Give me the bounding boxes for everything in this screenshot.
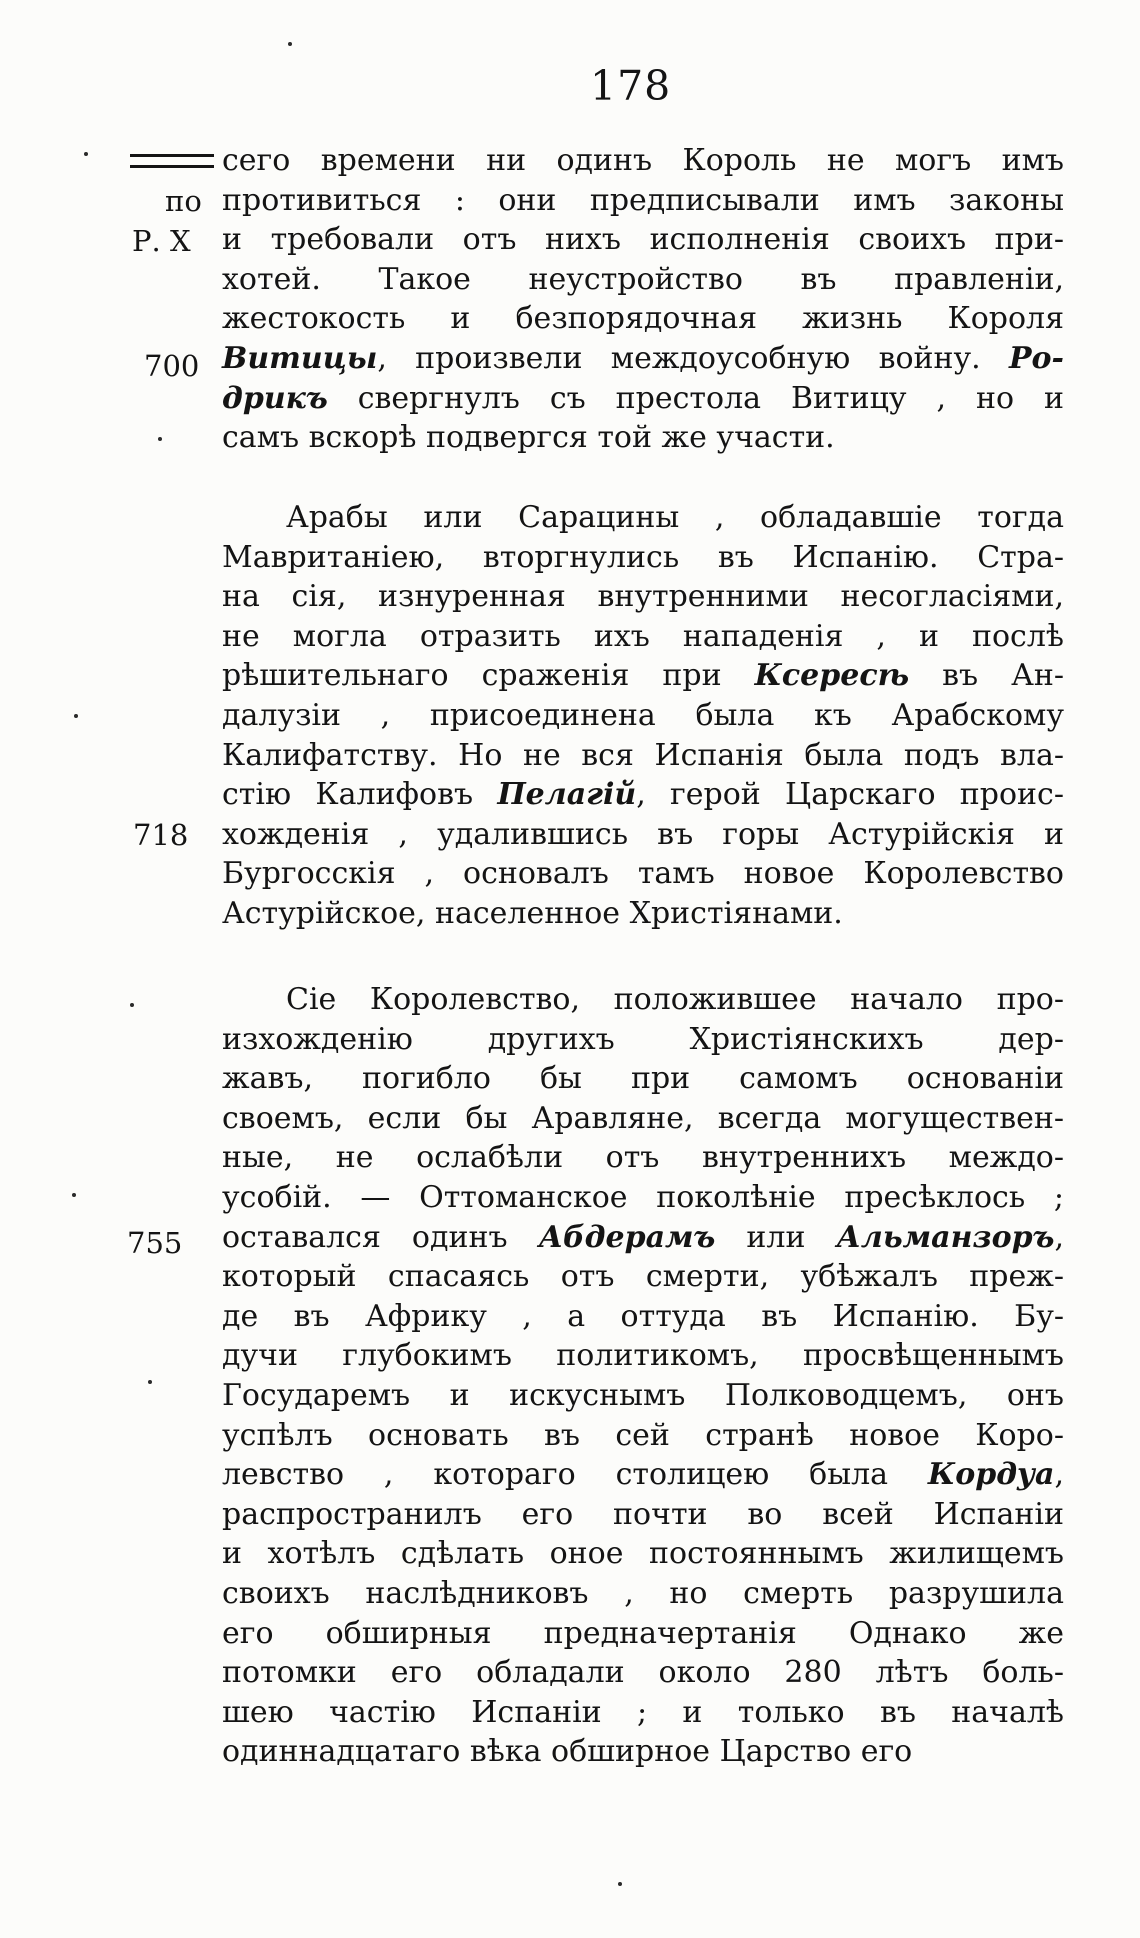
- section-rule-marker: [130, 154, 214, 168]
- text-segment: въ Ан-: [909, 658, 1064, 694]
- margin-note-rkh: Р. Х: [132, 224, 191, 258]
- page-number: 178: [590, 62, 672, 110]
- margin-note-po: по: [165, 184, 202, 218]
- text-segment: ,: [1054, 1457, 1064, 1493]
- proper-name: Альманзоръ: [836, 1219, 1055, 1255]
- text-segment: или: [715, 1219, 837, 1255]
- text-line: и требовали отъ нихъ исполненія своихъ при-: [222, 222, 1064, 258]
- text-segment: , произвели междоусобную войну.: [377, 340, 1009, 376]
- text-line: успѣлъ основать въ сей странѣ новое Коро-: [222, 1417, 1064, 1453]
- text-line: дучи глубокимъ политикомъ, просвѣщеннымъ: [222, 1338, 1064, 1374]
- text-segment: левство , котораго столицею была: [222, 1457, 928, 1493]
- text-line: на сія, изнуренная внутренними несогласіями,: [222, 579, 1064, 615]
- margin-note-755: 755: [127, 1226, 183, 1260]
- text-line: Мавританіею, вторгнулись въ Испанію. Стра-: [222, 539, 1064, 575]
- scan-speck: [158, 437, 162, 441]
- text-line: противиться : они предписывали имъ законы: [222, 182, 1064, 218]
- proper-name: дрикъ: [222, 380, 328, 416]
- text-line: [222, 775, 1064, 815]
- text-line: Калифатству. Но не вся Испанія была подъ вла-: [222, 737, 1064, 773]
- text-line: [222, 339, 1064, 379]
- text-line: жестокость и безпорядочная жизнь Короля: [222, 301, 1064, 337]
- text-line: [222, 1218, 1064, 1258]
- scan-speck: [84, 152, 88, 156]
- proper-name: Абдерамъ: [538, 1219, 716, 1255]
- text-segment: свергнулъ съ престола Витицу , но и: [327, 380, 1064, 416]
- margin-note-700: 700: [144, 349, 200, 383]
- text-segment: , герой Царскаго проис-: [636, 777, 1064, 813]
- text-line: шею частію Испаніи ; и только въ началѣ: [222, 1694, 1064, 1730]
- text-line: [222, 379, 1064, 419]
- margin-note-718: 718: [133, 818, 189, 852]
- scan-speck: [288, 42, 292, 46]
- text-line: изхожденію другихъ Христіянскихъ дер-: [222, 1021, 1064, 1057]
- proper-name: Ро-: [1008, 340, 1064, 376]
- text-line: [222, 656, 1064, 696]
- text-segment: ,: [1054, 1219, 1064, 1255]
- text-line: Астурійское, населенное Христіянами.: [222, 895, 843, 931]
- paragraph-3: [222, 980, 1064, 1772]
- text-line: Бургосскія , основалъ тамъ новое Королевство: [222, 856, 1064, 892]
- text-line: хотей. Такое неустройство въ правленіи,: [222, 261, 1064, 297]
- scan-speck: [618, 1882, 622, 1886]
- text-line: Арабы или Сарацины , обладавшіе тогда: [286, 500, 1064, 535]
- text-line: потомки его обладали около 280 лѣтъ боль-: [222, 1655, 1064, 1691]
- text-segment: рѣшительнаго сраженія при: [222, 658, 755, 694]
- text-line: распространилъ его почти во всей Испаніи: [222, 1496, 1064, 1532]
- text-line: его обширныя предначертанія Однако же: [222, 1615, 1064, 1651]
- scan-speck: [72, 1193, 76, 1197]
- text-segment: стію Калифовъ: [222, 777, 498, 813]
- text-line: жавъ, погибло бы при самомъ основаніи: [222, 1061, 1064, 1097]
- text-line: [222, 1455, 1064, 1495]
- proper-name: Витицы: [222, 340, 378, 376]
- text-line: де въ Африку , а оттуда въ Испанію. Бу-: [222, 1298, 1064, 1334]
- text-line: своемъ, если бы Аравляне, всегда могуществен-: [222, 1100, 1064, 1136]
- text-line: который спасаясь отъ смерти, убѣжалъ преж-: [222, 1259, 1064, 1295]
- text-line: Сіе Королевство, положившее начало про-: [286, 982, 1064, 1017]
- text-line: ные, не ослабѣли отъ внутреннихъ междо-: [222, 1140, 1064, 1176]
- text-line: сего времени ни одинъ Король не могъ имъ: [222, 143, 1064, 178]
- text-line: Государемъ и искуснымъ Полководцемъ, онъ: [222, 1377, 1064, 1413]
- text-line: и хотѣлъ сдѣлать оное постояннымъ жилищемъ: [222, 1536, 1064, 1572]
- scan-speck: [74, 714, 78, 718]
- scan-speck: [148, 1380, 152, 1384]
- paragraph-2: [222, 498, 1064, 934]
- proper-name: Пелагій: [497, 777, 637, 813]
- text-line: усобій. — Оттоманское поколѣніе пресѣклось ;: [222, 1179, 1064, 1215]
- scan-speck: [130, 1003, 134, 1007]
- text-line: хожденія , удалившись въ горы Астурійскія и: [222, 816, 1064, 852]
- text-line: далузіи , присоединена была къ Арабскому: [222, 697, 1064, 733]
- proper-name: Кордуа: [927, 1457, 1055, 1493]
- proper-name: Ксересѣ: [754, 658, 910, 694]
- text-line: своихъ наслѣдниковъ , но смерть разрушила: [222, 1575, 1064, 1611]
- text-line: самъ вскорѣ подвергся той же участи.: [222, 420, 835, 456]
- text-segment: оставался одинъ: [222, 1219, 539, 1255]
- paragraph-1: [222, 141, 1064, 458]
- text-line: не могла отразить ихъ нападенія , и послѣ: [222, 618, 1064, 654]
- text-line: одиннадцатаго вѣка обширное Царство его: [222, 1734, 913, 1770]
